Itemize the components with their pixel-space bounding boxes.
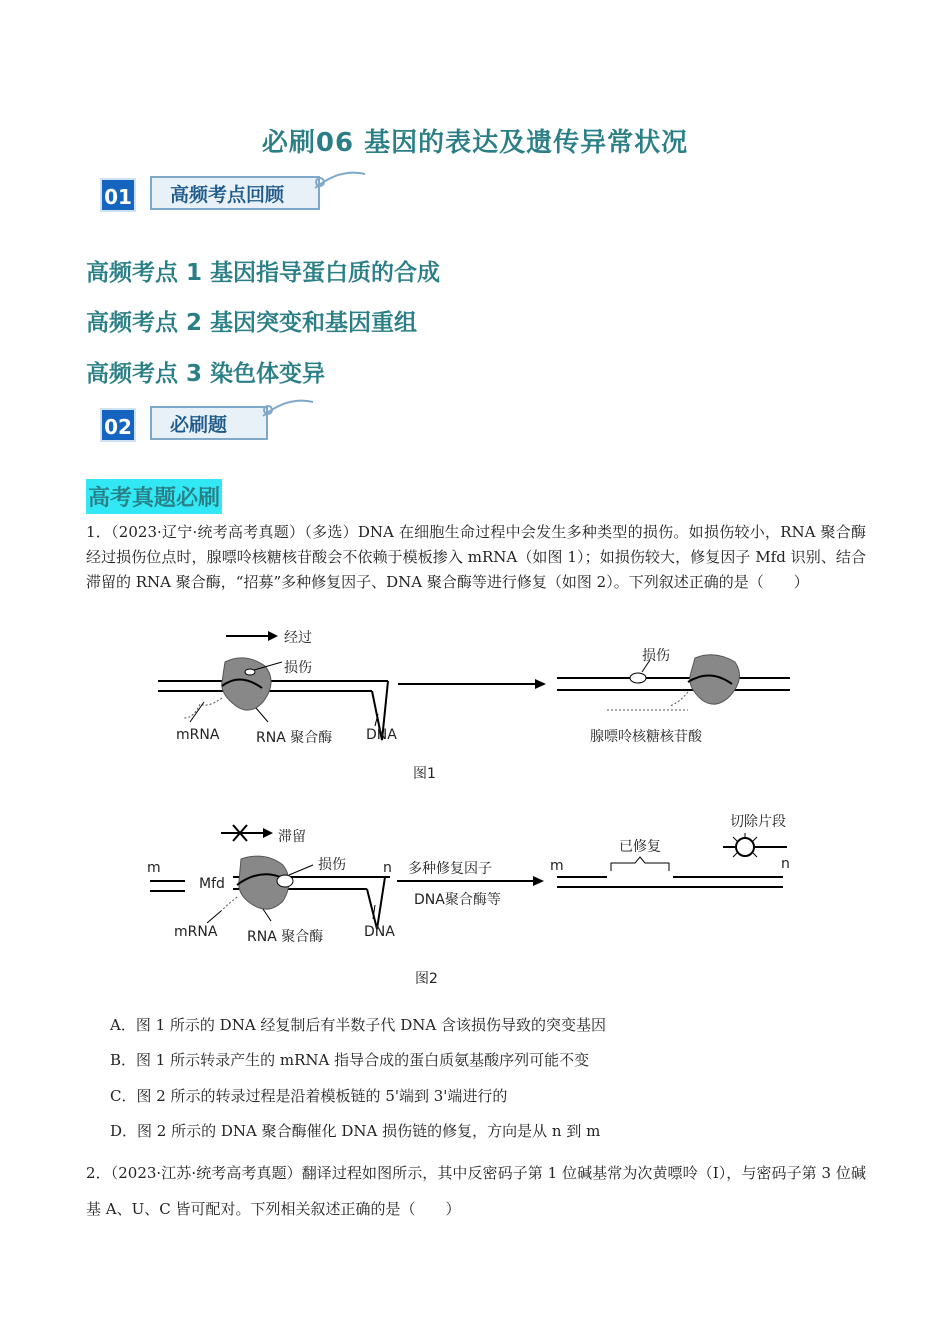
fig2-label-mfd: Mfd <box>199 876 225 892</box>
section-number: 01 <box>100 178 136 212</box>
keypoint-3: 高频考点 3 染色体变异 <box>86 361 326 387</box>
section-banner-practice <box>100 402 300 448</box>
figure-2-caption: 图2 <box>415 971 438 987</box>
section-label: 高频考点回顾 <box>150 176 320 210</box>
option-d: D．图 2 所示的 DNA 聚合酶催化 DNA 损伤链的修复，方向是从 n 到 m <box>110 1122 601 1140</box>
fig2-label-mrna: mRNA <box>174 924 218 940</box>
figure-1-caption: 图1 <box>413 766 436 782</box>
question-2-text: 2．（2023·江苏·统考高考真题）翻译过程如图所示，其中反密码子第 1 位碱基常为次黄嘌呤（I），与密码子第 3 位碱基 A、U、C 皆可配对。下列相关叙述正确的是（ ） <box>86 1164 866 1218</box>
fig2-label-repaired: 已修复 <box>619 839 661 855</box>
keypoint-1: 高频考点 1 基因指导蛋白质的合成 <box>86 260 441 286</box>
fig2-label-excise: 切除片段 <box>730 814 786 830</box>
fig2-label-damage: 损伤 <box>318 857 346 873</box>
fig1-label-pass: 经过 <box>284 630 312 646</box>
ribbon-decoration-icon <box>310 168 370 208</box>
option-a: A．图 1 所示的 DNA 经复制后有半数子代 DNA 含该损伤导致的突变基因 <box>110 1016 606 1034</box>
page-title: 必刷06 基因的表达及遗传异常状况 <box>261 128 689 158</box>
fig2-label-n2: n <box>781 856 790 872</box>
fig2-label-n: n <box>383 860 392 876</box>
keypoint-2: 高频考点 2 基因突变和基因重组 <box>86 310 418 336</box>
fig1-label-rnap: RNA 聚合酶 <box>256 730 333 746</box>
option-c: C．图 2 所示的转录过程是沿着模板链的 5'端到 3'端进行的 <box>110 1087 508 1105</box>
fig2-label-dna: DNA <box>364 924 395 940</box>
fig2-label-factors: 多种修复因子 <box>408 861 492 877</box>
fig1-label-mrna: mRNA <box>176 727 220 743</box>
fig1-label-dna: DNA <box>366 727 397 743</box>
section-banner-review <box>100 172 360 218</box>
fig2-label-m: m <box>147 860 161 876</box>
option-b: B．图 1 所示转录产生的 mRNA 指导合成的蛋白质氨基酸序列可能不变 <box>110 1051 590 1069</box>
section-label: 必刷题 <box>150 406 268 440</box>
figure-1-diagram <box>150 622 850 752</box>
fig1-label-adenine: 腺嘌呤核糖核苷酸 <box>590 729 702 745</box>
section-number: 02 <box>100 408 136 442</box>
fig1-label-damage: 损伤 <box>284 660 312 676</box>
fig2-label-stall: 滞留 <box>278 829 306 845</box>
fig1-label-damage2: 损伤 <box>642 648 670 664</box>
question-1-text: 1．（2023·辽宁·统考高考真题）（多选）DNA 在细胞生命过程中会发生多种类型的损伤。如损伤较小，RNA 聚合酶经过损伤位点时，腺嘌呤核糖核苷酸会不依赖于模板掺入 mRNA（如图 1）；如损伤较大，修复因子 Mfd 识别、结合滞留的 RNA 聚合酶，“招募”多种修复因子、DNA 聚合酶等进行修复（如图 2）。下列叙述正确的是（ ） <box>86 523 866 591</box>
fig2-label-rnap: RNA 聚合酶 <box>247 929 324 945</box>
ribbon-decoration-icon <box>258 396 318 436</box>
fig2-label-dnap: DNA聚合酶等 <box>414 892 501 908</box>
subheading: 高考真题必刷 <box>86 479 222 514</box>
fig2-label-m2: m <box>550 858 564 874</box>
